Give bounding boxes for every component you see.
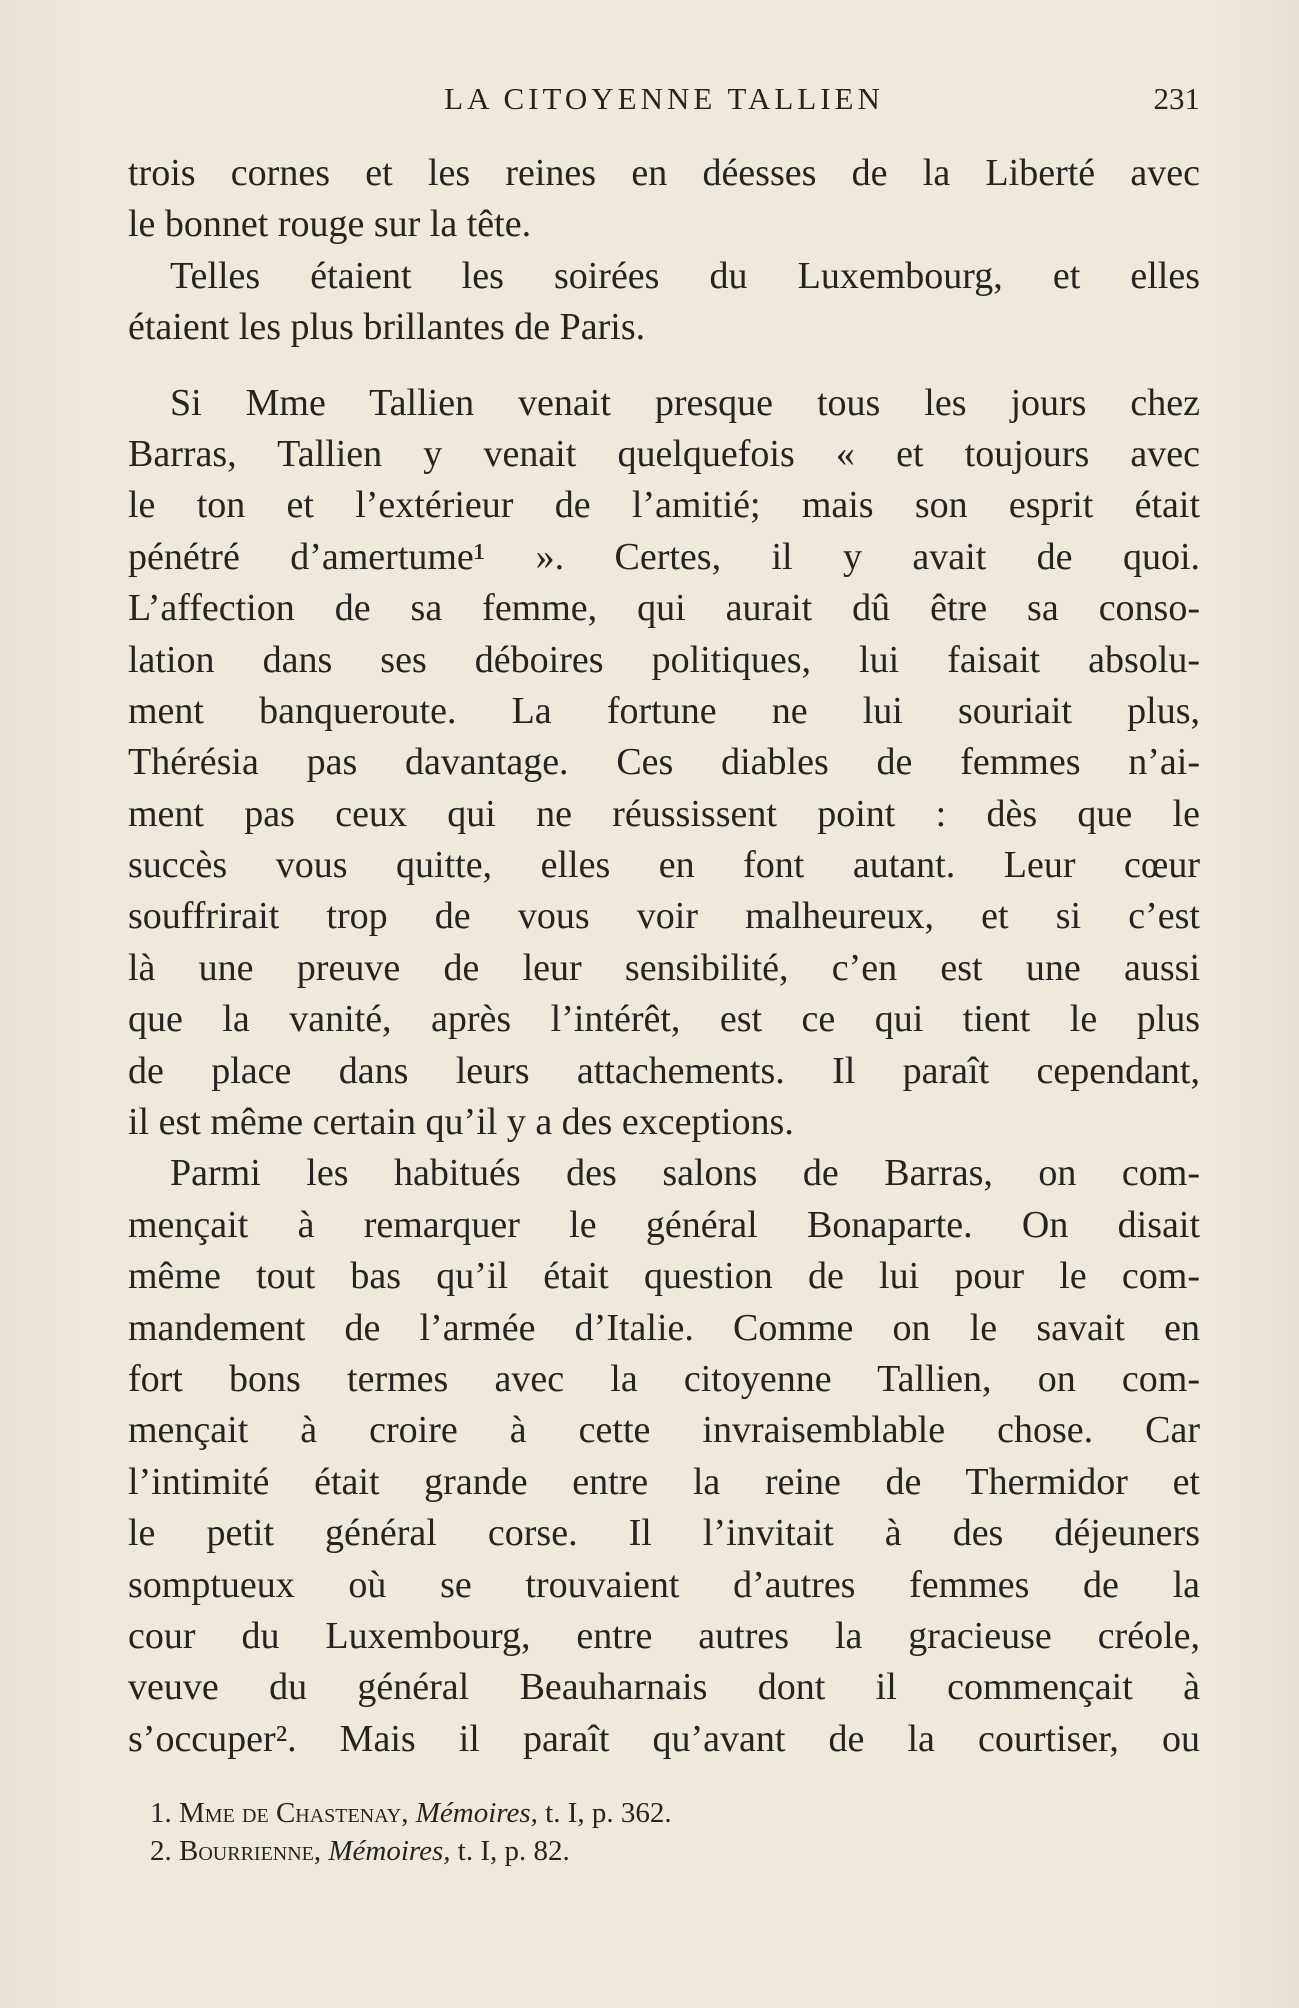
text-line: L’affection de sa femme, qui aurait dû être sa conso- <box>128 587 1200 630</box>
footnote <box>150 1832 1150 1870</box>
text-line: que la vanité, après l’intérêt, est ce qui tient le plus <box>128 998 1200 1041</box>
page-number: 231 <box>1153 81 1200 116</box>
text-line: le petit général corse. Il l’invitait à des déjeuners <box>128 1512 1200 1555</box>
text-line: Thérésia pas davantage. Ces diables de femmes n’ai- <box>128 741 1200 784</box>
text-line: ment banqueroute. La fortune ne lui souriait plus, <box>128 689 1200 732</box>
footnote-author: Bourrienne, <box>179 1835 322 1867</box>
paragraph <box>128 1148 1200 1765</box>
text-line: le ton et l’extérieur de l’amitié; mais son esprit était <box>128 484 1200 527</box>
text-line: étaient les plus brillantes de Paris. <box>128 306 646 349</box>
footnote-number: 1. <box>150 1797 172 1829</box>
footnote-title: Mémoires, <box>328 1835 451 1867</box>
text-line: cour du Luxembourg, entre autres la gracieuse créole, <box>128 1614 1200 1657</box>
footnote <box>150 1794 1150 1832</box>
text-line: fort bons termes avec la citoyenne Tallien, on com- <box>128 1357 1200 1400</box>
text-line: de place dans leurs attachements. Il paraît cependant, <box>128 1049 1200 1092</box>
paragraph <box>128 251 1200 354</box>
running-title: LA CITOYENNE TALLIEN <box>444 81 884 116</box>
text-line: même tout bas qu’il était question de lui pour le com- <box>128 1255 1200 1298</box>
text-line: Parmi les habitués des salons de Barras, on com- <box>170 1152 1200 1195</box>
paragraph <box>128 148 1200 251</box>
text-line: le bonnet rouge sur la tête. <box>128 203 532 246</box>
text-line: veuve du général Beauharnais dont il commençait à <box>128 1666 1200 1709</box>
text-line: Telles étaient les soirées du Luxembourg, et elles <box>170 254 1200 297</box>
footnote-reference: t. I, p. 362. <box>545 1797 672 1829</box>
text-line: mençait à croire à cette invraisemblable chose. Car <box>128 1409 1200 1452</box>
page-header <box>128 74 1200 124</box>
text-line: souffrirait trop de vous voir malheureux, et si c’est <box>128 895 1200 938</box>
text-line: s’occuper². Mais il paraît qu’avant de la courtiser, ou <box>128 1717 1200 1760</box>
text-line: Barras, Tallien y venait quelquefois « et toujours avec <box>128 432 1200 475</box>
text-line: il est même certain qu’il y a des exceptions. <box>128 1101 794 1144</box>
footnotes <box>150 1794 1150 1870</box>
footnote-author: Mme de Chastenay, <box>179 1797 409 1829</box>
text-line: là une preuve de leur sensibilité, c’en est une aussi <box>128 946 1200 989</box>
paragraph <box>128 378 1200 1149</box>
footnote-reference: t. I, p. 82. <box>457 1835 570 1867</box>
paragraph-break <box>128 354 1200 378</box>
text-line: lation dans ses déboires politiques, lui faisait absolu- <box>128 638 1200 681</box>
text-line: mençait à remarquer le général Bonaparte. On disait <box>128 1203 1200 1246</box>
body-text <box>128 148 1200 1765</box>
text-line: somptueux où se trouvaient d’autres femmes de la <box>128 1563 1200 1606</box>
footnote-title: Mémoires, <box>415 1797 538 1829</box>
text-line: l’intimité était grande entre la reine de Thermidor et <box>128 1460 1200 1503</box>
text-line: trois cornes et les reines en déesses de la Liberté avec <box>128 152 1200 194</box>
text-line: Si Mme Tallien venait presque tous les jours chez <box>170 381 1200 424</box>
footnote-number: 2. <box>150 1835 172 1867</box>
text-line: succès vous quitte, elles en font autant. Leur cœur <box>128 844 1200 887</box>
text-line: pénétré d’amertume¹ ». Certes, il y avait de quoi. <box>128 535 1200 578</box>
text-line: mandement de l’armée d’Italie. Comme on le savait en <box>128 1306 1200 1349</box>
text-line: ment pas ceux qui ne réussissent point : dès que le <box>128 792 1200 835</box>
